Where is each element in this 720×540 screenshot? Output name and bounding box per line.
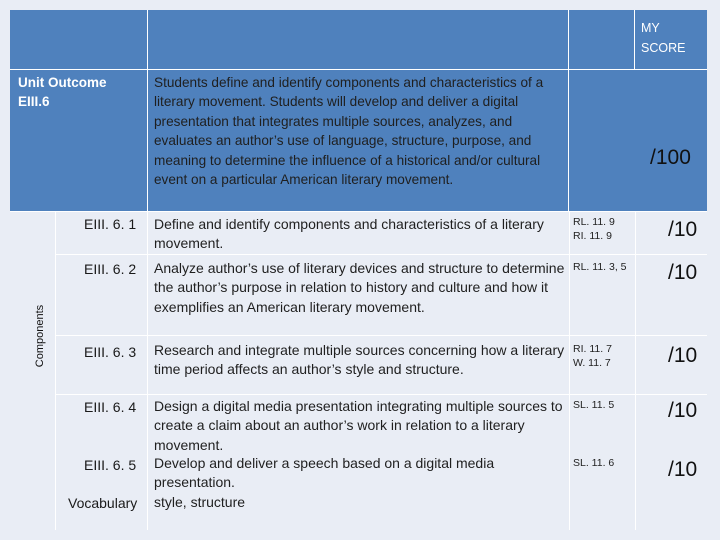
vocabulary-terms: style, structure bbox=[154, 494, 246, 510]
vocabulary-label: Vocabulary bbox=[68, 495, 138, 511]
divider bbox=[634, 10, 635, 69]
component-description: Develop and deliver a speech based on a digital media presentation. bbox=[154, 455, 495, 491]
divider bbox=[635, 211, 636, 530]
component-standards: RI. 11. 7 W. 11. 7 bbox=[573, 343, 612, 369]
component-description: Design a digital media presentation integrating multiple sources to create a claim about an author’s work in relation to a literary movement. bbox=[154, 398, 563, 453]
unit-outcome-label: Unit Outcome EIII.6 bbox=[18, 75, 107, 109]
component-code: EIII. 6. 3 bbox=[84, 344, 137, 360]
component-code: EIII. 6. 1 bbox=[84, 216, 137, 232]
component-standards: SL. 11. 5 bbox=[573, 399, 615, 411]
component-score: /10 bbox=[668, 399, 698, 422]
component-score: /10 bbox=[668, 344, 698, 367]
component-score: /10 bbox=[668, 458, 698, 481]
rubric-table bbox=[10, 10, 707, 530]
divider bbox=[10, 69, 707, 70]
divider bbox=[147, 10, 148, 530]
total-score: /100 bbox=[650, 146, 691, 169]
component-code: EIII. 6. 4 bbox=[84, 399, 137, 415]
header-row bbox=[10, 10, 707, 69]
divider bbox=[55, 394, 707, 395]
divider bbox=[55, 211, 56, 530]
component-score: /10 bbox=[668, 261, 698, 284]
divider bbox=[55, 335, 707, 336]
component-score: /10 bbox=[668, 218, 698, 241]
divider bbox=[10, 211, 707, 212]
component-standards: RL. 11. 3, 5 bbox=[573, 261, 627, 273]
component-standards: SL. 11. 6 bbox=[573, 457, 615, 469]
unit-outcome-description: Students define and identify components and characteristics of a literary movement. Students will develop and deliver a digital presentation that integrates multiple sources, analyzes, and evaluates an author’s use of language, structure, purpose, and meaning to determine the influence of a historical and/or cultural event on a particular American literary movement. bbox=[154, 75, 544, 188]
divider bbox=[568, 10, 569, 211]
component-code: EIII. 6. 2 bbox=[84, 261, 137, 277]
component-description: Analyze author’s use of literary devices and structure to determine the author’s purpose in relation to history and culture and how it exemplifies an American literary movement. bbox=[154, 260, 565, 315]
components-label: Components bbox=[34, 304, 46, 368]
component-code: EIII. 6. 5 bbox=[84, 457, 137, 473]
my-score-header: MY SCORE bbox=[641, 21, 686, 55]
divider bbox=[569, 211, 570, 530]
component-standards: RL. 11. 9 RI. 11. 9 bbox=[573, 216, 615, 242]
component-description: Research and integrate multiple sources concerning how a literary time period affects an author’s style and structure. bbox=[154, 342, 565, 378]
divider bbox=[55, 254, 707, 255]
component-description: Define and identify components and characteristics of a literary movement. bbox=[154, 216, 544, 252]
